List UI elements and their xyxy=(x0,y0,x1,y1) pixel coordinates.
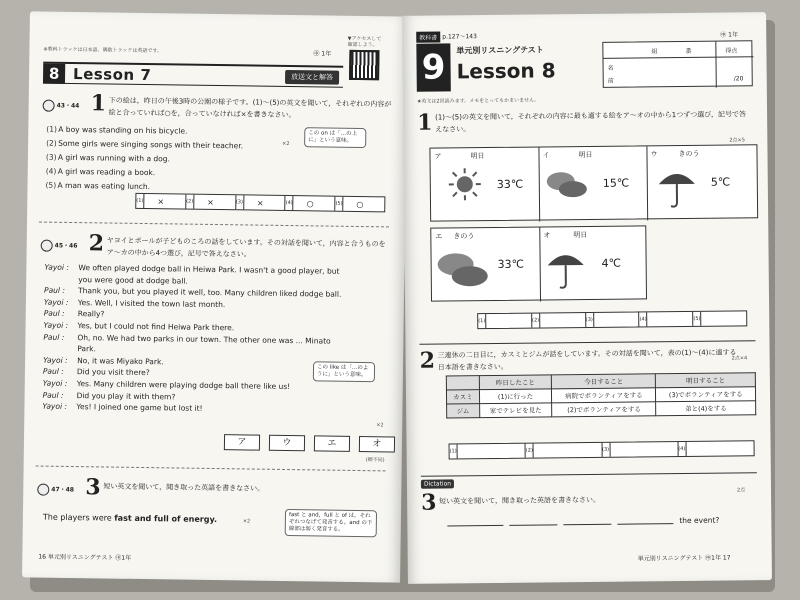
cloud-icon xyxy=(545,169,589,199)
q1-instruction: 下の絵は，昨日の午後3時の公園の様子です。(1)～(5)の英文を聞いて，それぞれの内容が絵と合っていれば○を，合っていなければ×を書きなさい。 xyxy=(108,96,392,120)
divider xyxy=(603,56,753,59)
schedule-table xyxy=(446,372,756,418)
cd-icon xyxy=(41,240,53,252)
pic-day: 明日 xyxy=(578,150,593,160)
q2-points: ×2 xyxy=(376,422,384,429)
umbrella-icon xyxy=(657,164,697,210)
q3-sentence: The players were fast and full of energy. xyxy=(42,512,218,525)
q1-answer-cell[interactable]: (5) xyxy=(692,311,746,326)
dialogue-line: Yayoi : Yes, but I could not find Heiwa Park there. xyxy=(43,320,235,333)
pic-day: 明日 xyxy=(470,152,485,161)
q1-answer-cell[interactable]: (2) xyxy=(531,313,585,328)
q2-note: この like は「…のように」という意味。 xyxy=(313,361,375,382)
picture-row-bottom xyxy=(430,225,647,301)
left-page xyxy=(22,11,408,582)
q3-number: 3 xyxy=(85,474,101,501)
blank-line[interactable] xyxy=(563,524,611,526)
q1-sentence-3: (3)A girl was running with a dog. xyxy=(45,152,171,164)
q3-instruction: 短い英文を聞いて，聞き取った英語を書きなさい。 xyxy=(103,482,265,493)
pic-temp: 4℃ xyxy=(601,256,622,270)
q2-answer-box[interactable]: ア xyxy=(224,434,260,451)
dialogue-line: Yayoi : We often played dodge ball in Heiwa Park. I wasn't a good player, but xyxy=(44,262,340,276)
dialogue-line: Yayoi : Yes. Well, I visited the town last month. xyxy=(43,297,226,309)
name-label-2: 前 xyxy=(607,77,614,85)
pic-day: 明日 xyxy=(573,230,588,240)
dialogue-line: Paul : Did you play it with them? xyxy=(42,390,176,401)
pic-label: ア xyxy=(434,152,442,161)
lesson-header xyxy=(43,62,343,88)
divider xyxy=(539,227,541,301)
q1-sentence-4: (4)A girl was reading a book. xyxy=(45,166,156,178)
q2-answer-cell[interactable]: (4) xyxy=(677,441,753,456)
table-cell: (1)に行った xyxy=(479,389,552,404)
track-note: ※教科トラックは日本語、偶数トラックは英語です。 xyxy=(43,46,163,55)
q1-answer-row xyxy=(135,193,385,212)
q3-track: 47・48 xyxy=(37,484,74,497)
q1-points: ×2 xyxy=(282,140,290,148)
grade-label: ㊥ 1年 xyxy=(720,31,739,39)
pic-label: イ xyxy=(542,151,550,160)
series-title: 単元別リスニングテスト xyxy=(456,45,544,56)
q2-answer-cell[interactable]: (3) xyxy=(601,442,677,457)
read-twice-note: ★英文は2回読みます。メモをとってもかまいません。 xyxy=(416,97,540,105)
q1-note: この on は「…の上に」という意味。 xyxy=(304,127,366,148)
qr-code-icon[interactable] xyxy=(349,50,379,80)
score-label: 得点 xyxy=(725,47,738,55)
dialogue-line: you were good at dodge ball. xyxy=(78,274,188,286)
answer-tag: 放送文と解答 xyxy=(285,70,339,85)
dialogue-line: Paul : Oh, no. We had two parks in our town. The other one was ... Minato xyxy=(43,332,331,346)
table-cell: 弟と(4)をする xyxy=(656,401,756,416)
name-field[interactable] xyxy=(620,60,714,87)
pic-label: エ xyxy=(435,232,443,241)
order-note: (順不同) xyxy=(365,457,385,464)
lesson-number: 8 xyxy=(43,64,65,84)
right-page xyxy=(402,12,772,584)
q2-track: 45・46 xyxy=(41,240,78,253)
pic-day: きのう xyxy=(453,232,475,241)
pic-temp: 5℃ xyxy=(710,175,731,189)
pic-label: ウ xyxy=(650,150,658,159)
q3-points: 2点 xyxy=(736,487,746,494)
blank-line[interactable] xyxy=(617,523,673,525)
umbrella-icon xyxy=(545,245,585,291)
q2-instruction: 三連休の二日目に，カスミとジムが話をしています。その対話を聞いて，表の(1)～(4)に適する日本語を書きなさい。 xyxy=(437,348,737,372)
pic-temp: 33℃ xyxy=(497,257,525,271)
q2-points: 2点×4 xyxy=(731,355,748,362)
dialogue-line: Yayoi : No, it was Miyako Park. xyxy=(43,355,164,367)
class-label: 組 xyxy=(651,48,658,56)
table-header xyxy=(446,376,479,390)
table-cell: 病院でボランティアをする xyxy=(552,388,656,403)
q1-sentence-1: (1)A boy was standing on his bicycle. xyxy=(46,124,188,136)
q2-number: 2 xyxy=(419,347,436,374)
q1-number: 1 xyxy=(417,109,433,136)
table-cell: (3)でボランティアをする xyxy=(656,387,756,402)
left-footer: 16 単元別リスニングテスト ㊥1年 xyxy=(38,553,132,562)
q2-answer-box[interactable]: ウ xyxy=(269,435,305,452)
q2-answer-cell[interactable]: (1) xyxy=(450,444,525,459)
lesson-title: Lesson 8 xyxy=(456,58,556,84)
q3-points: ×2 xyxy=(242,518,251,525)
q1-points: 2点×5 xyxy=(729,137,745,144)
table-cell: (2)でボランティアをする xyxy=(552,402,656,417)
q2-answer-row xyxy=(449,440,755,459)
lesson-title: Lesson 7 xyxy=(72,64,152,85)
q1-answer-cell[interactable]: (5) ○ xyxy=(334,197,384,212)
dialogue-line: Yayoi : Yes. Many children were playing dodge ball there like us! xyxy=(42,378,291,391)
number-label: 番 xyxy=(685,47,692,55)
name-label: 名 xyxy=(607,64,614,72)
q3-number: 3 xyxy=(420,489,437,516)
q1-answer-cell[interactable]: (1) × xyxy=(136,194,185,209)
q3-note: fast と and，full と of は，それぞれつなげて発音する。and の下線部は弱く発音する。 xyxy=(285,509,377,537)
q2-instruction: ヤヨイとポールが子どものころの話をしています。その対話を聞いて，内容と合うものをア～カの中から4つ選び，記号で答えなさい。 xyxy=(106,236,386,259)
pic-label: オ xyxy=(543,231,551,240)
q1-sentence-5: (5)A man was eating lunch. xyxy=(45,180,151,192)
q2-dialogue xyxy=(42,262,389,418)
table-header: 昨日したこと xyxy=(479,375,552,390)
q1-answer-cell[interactable]: (2) × xyxy=(185,195,235,210)
picture-row-top xyxy=(429,144,758,221)
table-header: 今日すること xyxy=(552,374,656,389)
table-cell: 家でテレビを見た xyxy=(479,403,552,418)
lesson-number: 9 xyxy=(416,43,451,91)
textbook-pages: p.127～143 xyxy=(442,33,477,41)
q1-answer-cell[interactable]: (3) × xyxy=(235,195,285,210)
divider xyxy=(715,42,716,88)
section-divider xyxy=(421,472,757,477)
blank-line[interactable] xyxy=(509,524,557,526)
table-cell: カスミ xyxy=(446,390,479,404)
right-footer: 単元別リスニングテスト ㊥1年 17 xyxy=(637,554,731,563)
q1-answer-row xyxy=(477,310,747,329)
q2-answer-box[interactable]: エ xyxy=(314,435,350,452)
cloud-icon xyxy=(435,250,491,291)
dialogue-line: Park. xyxy=(77,344,96,354)
sun-icon xyxy=(447,166,483,202)
pic-temp: 15℃ xyxy=(602,176,630,190)
q2-answer-box[interactable]: オ xyxy=(359,436,395,453)
table-row xyxy=(447,401,756,418)
q1-answer-cell[interactable]: (4) ○ xyxy=(285,196,335,211)
q1-answer-cell[interactable]: (4) xyxy=(639,312,693,327)
q3-sentence-end: the event? xyxy=(679,515,720,526)
table-header: 明日すること xyxy=(656,373,756,388)
cd-icon xyxy=(43,100,55,112)
textbook-tag: 教科書 xyxy=(416,32,440,43)
section-divider xyxy=(39,222,389,228)
max-score: /20 xyxy=(733,75,744,83)
q1-track: 43・44 xyxy=(43,100,80,113)
section-divider xyxy=(36,466,386,472)
q1-sentence-2: (2)Some girls were singing songs with their teacher. xyxy=(46,138,244,151)
q1-instruction: (1)～(5)の英文を聞いて，それぞれの内容に最も適する絵をア～オの中から1つずつ選び，記号で答えなさい。 xyxy=(435,110,747,134)
dialogue-line: Paul : Thank you, but you played it well, too. Many children liked dodge ball. xyxy=(44,285,342,299)
dialogue-line: Paul : Did you visit there? xyxy=(42,366,150,378)
cd-icon xyxy=(37,484,49,496)
dictation-tag: Dictation xyxy=(421,479,454,488)
q2-answer-cell[interactable]: (2) xyxy=(525,443,601,458)
pic-day: きのう xyxy=(678,149,700,159)
divider xyxy=(538,147,540,221)
grade-label: ㊥ 1年 xyxy=(313,50,332,58)
dialogue-line: Yayoi : Yes! I joined one game but lost it! xyxy=(42,401,203,413)
q1-number: 1 xyxy=(90,90,107,117)
divider xyxy=(646,146,648,220)
section-divider xyxy=(419,340,755,345)
q3-instruction: 短い英文を聞いて，聞き取った英語を書きなさい。 xyxy=(439,495,601,506)
name-score-box xyxy=(602,40,752,88)
q1-answer-cell[interactable]: (3) xyxy=(585,312,639,327)
table-cell: ジム xyxy=(447,404,480,418)
q2-number: 2 xyxy=(88,230,105,257)
qr-caption: ▼アクセスして確認しよう。 xyxy=(347,35,382,49)
pic-temp: 33℃ xyxy=(496,177,524,191)
blank-line[interactable] xyxy=(447,525,503,527)
q1-answer-cell[interactable]: (1) xyxy=(478,314,531,329)
dialogue-line: Paul : Really? xyxy=(43,308,105,319)
